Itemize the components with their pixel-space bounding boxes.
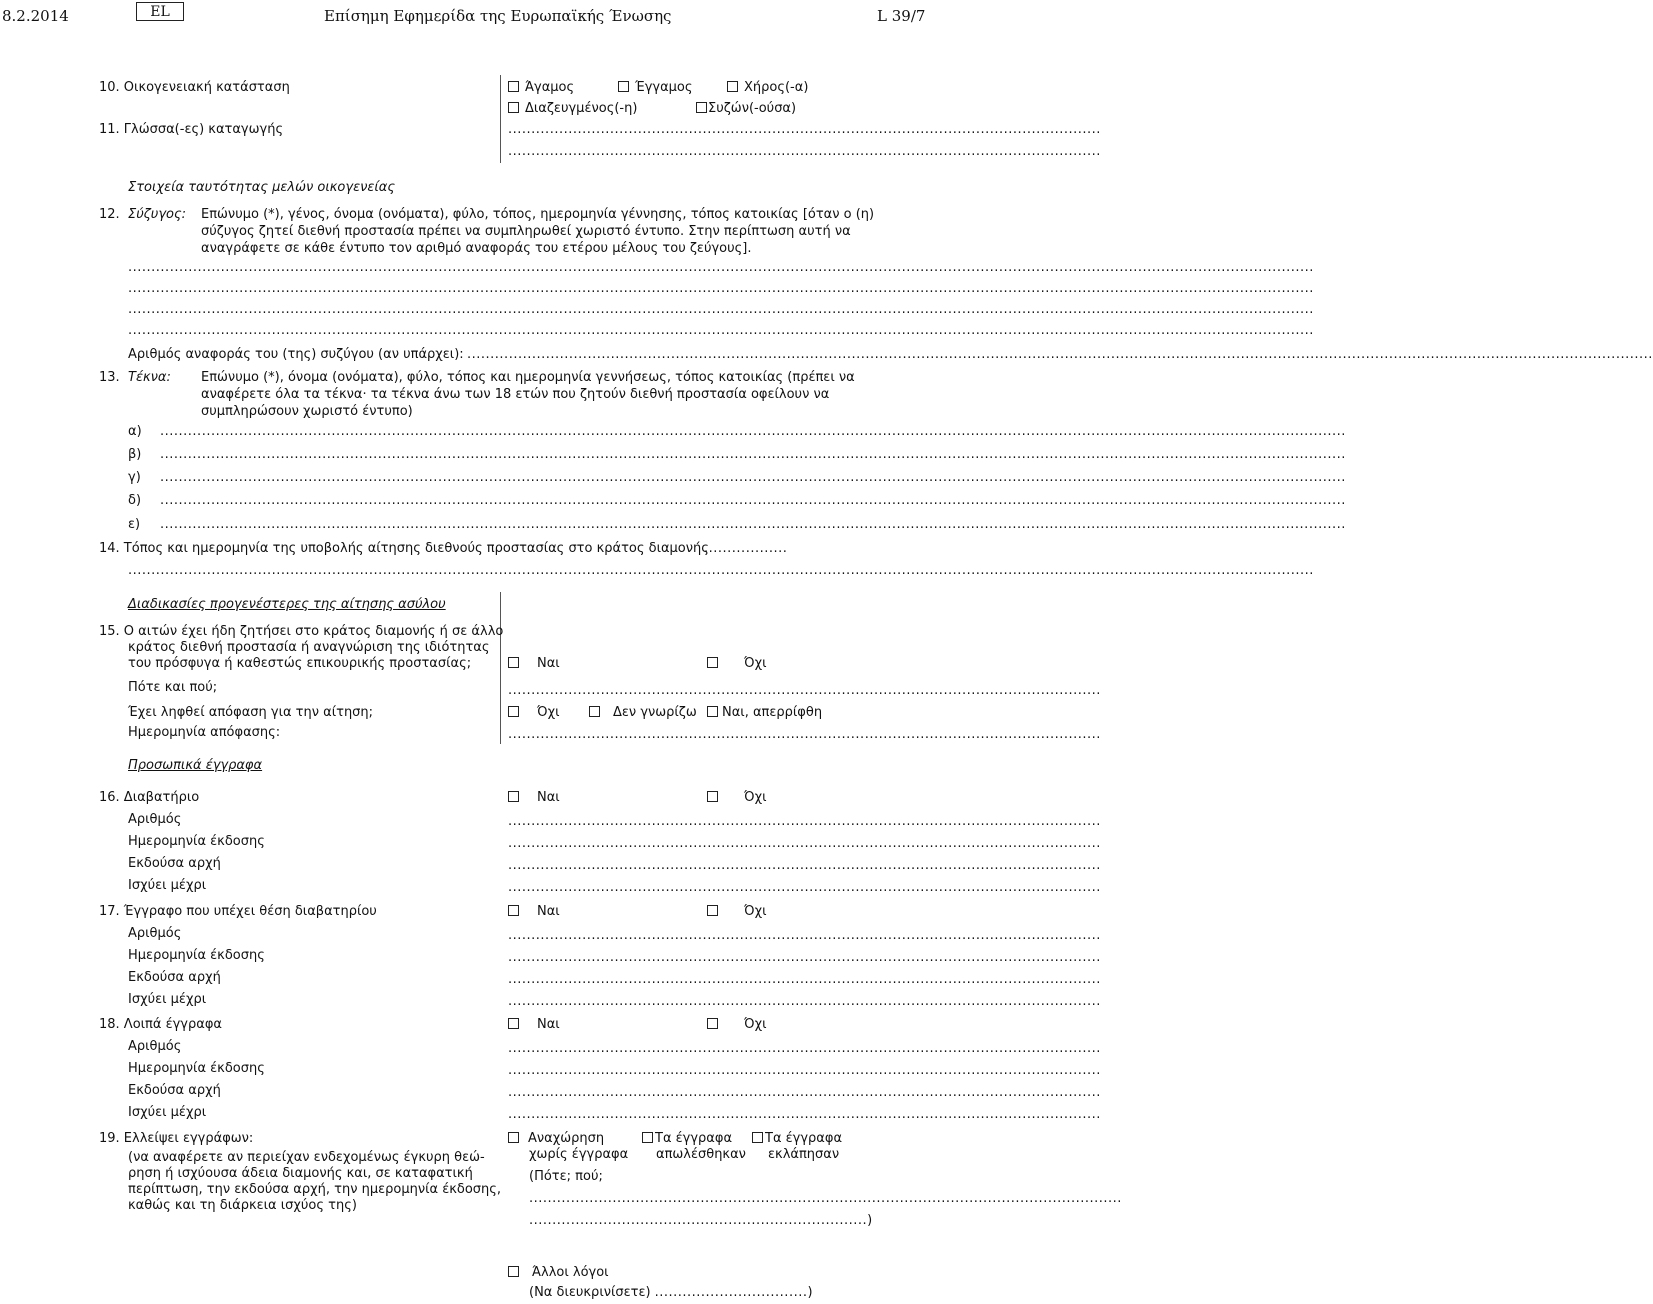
- q19-when-field-1[interactable]: ................................................................................................................................: [529, 1191, 1122, 1206]
- checkbox[interactable]: [618, 81, 629, 92]
- q18-label: 18. Λοιπά έγγραφα: [99, 1017, 222, 1032]
- opt-married[interactable]: Έγγαμος: [618, 80, 693, 96]
- q18-number-field[interactable]: ................................................................................................................................: [508, 1041, 1101, 1056]
- q11-field-1[interactable]: ................................................................................................................................: [508, 122, 1101, 137]
- page-number: L 39/7: [877, 7, 926, 25]
- q15-line3: του πρόσφυγα ή καθεστώς επικουρικής προστασίας;: [128, 656, 472, 671]
- q11-field-2[interactable]: ................................................................................................................................: [508, 144, 1101, 159]
- q10-label: 10. Οικογενειακή κατάσταση: [99, 80, 290, 95]
- q15-decision-no[interactable]: Όχι: [508, 705, 559, 721]
- q16-yes[interactable]: Ναι: [508, 790, 560, 806]
- q17-valid-until: Ισχύει μέχρι: [128, 992, 207, 1007]
- q19-note-3: περίπτωση, την εκδούσα αρχή, την ημερομηνία έκδοσης,: [128, 1182, 502, 1197]
- q18-valid-field[interactable]: ................................................................................................................................: [508, 1107, 1101, 1122]
- q13-field-d[interactable]: ................................................................................................................................................................................................................................................................: [160, 493, 1346, 508]
- q12-num: 12.: [99, 207, 120, 222]
- q17-number-field[interactable]: ................................................................................................................................: [508, 928, 1101, 943]
- q12-term: Σύζυγος:: [128, 207, 186, 222]
- q19-when-where: (Πότε; πού;: [529, 1169, 603, 1184]
- checkbox[interactable]: [589, 706, 600, 717]
- q16-valid-field[interactable]: ................................................................................................................................: [508, 880, 1101, 895]
- checkbox[interactable]: [707, 905, 718, 916]
- q13-field-b[interactable]: ................................................................................................................................................................................................................................................................: [160, 447, 1346, 462]
- checkbox[interactable]: [508, 657, 519, 668]
- q12-line1: Επώνυμο (*), γένος, όνομα (ονόματα), φύλο, τόπος, ημερομηνία γέννησης, τόπος κατοικίας [όταν ο (η): [201, 207, 875, 222]
- q13-line3: συμπληρώσουν χωριστό έντυπο): [201, 404, 413, 419]
- q15-line2: κράτος διεθνή προστασία ή αναγνώριση της ιδιότητας: [128, 640, 490, 655]
- q15-yes[interactable]: Ναι: [508, 656, 560, 672]
- checkbox[interactable]: [707, 706, 718, 717]
- column-separator: [500, 75, 501, 163]
- q12-ref-field[interactable]: ................................................................................................................................................................................................................................................................: [467, 347, 1653, 362]
- checkbox[interactable]: [508, 791, 519, 802]
- q17-valid-field[interactable]: ................................................................................................................................: [508, 994, 1101, 1009]
- checkbox[interactable]: [707, 1018, 718, 1029]
- language-box: [136, 2, 184, 21]
- q17-number: Αριθμός: [128, 926, 182, 941]
- family-heading: Στοιχεία ταυτότητας μελών οικογενείας: [128, 180, 395, 195]
- q16-number-field[interactable]: ................................................................................................................................: [508, 814, 1101, 829]
- q15-decision-unknown[interactable]: Δεν γνωρίζω: [589, 705, 697, 721]
- q15-decision-rejected[interactable]: Ναι, απερρίφθη: [707, 705, 822, 721]
- q15-line1: 15. Ο αιτών έχει ήδη ζητήσει στο κράτος διαμονής ή σε άλλο: [99, 624, 504, 639]
- checkbox[interactable]: [508, 905, 519, 916]
- q19-opt-other[interactable]: Άλλοι λόγοι: [508, 1265, 609, 1281]
- q13-item-a: α): [128, 424, 142, 439]
- checkbox[interactable]: [696, 102, 707, 113]
- q13-line1: Επώνυμο (*), όνομα (ονόματα), φύλο, τόπος και ημερομηνία γεννήσεως, τόπος κατοικίας (πρέπει να: [201, 370, 855, 385]
- q17-authority: Εκδούσα αρχή: [128, 970, 221, 985]
- q19-opt-stolen[interactable]: Τα έγγραφα: [752, 1131, 842, 1147]
- q18-yes[interactable]: Ναι: [508, 1017, 560, 1033]
- checkbox[interactable]: [707, 657, 718, 668]
- opt-cohabiting[interactable]: Συζών(-ούσα): [696, 101, 796, 117]
- q13-field-a[interactable]: ................................................................................................................................................................................................................................................................: [160, 424, 1346, 439]
- header-date: 8.2.2014: [2, 7, 69, 25]
- q18-issue-date: Ημερομηνία έκδοσης: [128, 1061, 265, 1076]
- q16-issue-date: Ημερομηνία έκδοσης: [128, 834, 265, 849]
- q18-no[interactable]: Όχι: [707, 1017, 766, 1033]
- q16-number: Αριθμός: [128, 812, 182, 827]
- q15-no[interactable]: Όχι: [707, 656, 766, 672]
- q19-opt-lost-line2: απωλέσθηκαν: [656, 1147, 746, 1162]
- q17-issue-date: Ημερομηνία έκδοσης: [128, 948, 265, 963]
- q13-field-e[interactable]: ................................................................................................................................................................................................................................................................: [160, 517, 1346, 532]
- q18-authority: Εκδούσα αρχή: [128, 1083, 221, 1098]
- opt-divorced[interactable]: Διαζευγμένος(-η): [508, 101, 637, 117]
- q12-line2: σύζυγος ζητεί διεθνή προστασία πρέπει να συμπληρωθεί χωριστό έντυπο. Στην περίπτωση αυτή να: [201, 224, 851, 239]
- q13-item-e: ε): [128, 517, 141, 532]
- q16-no[interactable]: Όχι: [707, 790, 766, 806]
- q17-authority-field[interactable]: ................................................................................................................................: [508, 972, 1101, 987]
- q12-field-3[interactable]: ................................................................................................................................................................................................................................................................: [128, 302, 1314, 317]
- procedures-heading: Διαδικασίες προγενέστερες της αίτησης ασύλου: [128, 597, 446, 612]
- q16-issue-field[interactable]: ................................................................................................................................: [508, 836, 1101, 851]
- q19-note-2: ρηση ή ισχύουσα άδεια διαμονής και, σε καταφατική: [128, 1166, 473, 1181]
- q13-item-b: β): [128, 447, 142, 462]
- q15-when-field[interactable]: ................................................................................................................................: [508, 683, 1101, 698]
- q17-yes[interactable]: Ναι: [508, 904, 560, 920]
- q19-specify: (Να διευκρινίσετε) .................................): [529, 1285, 813, 1300]
- opt-single[interactable]: Άγαμος: [508, 80, 574, 96]
- checkbox[interactable]: [727, 81, 738, 92]
- checkbox[interactable]: [642, 1132, 653, 1143]
- q19-when-field-2[interactable]: .........................................................................): [529, 1213, 873, 1228]
- q18-authority-field[interactable]: ................................................................................................................................: [508, 1085, 1101, 1100]
- journal-title: Επίσημη Εφημερίδα της Ευρωπαϊκής Ένωσης: [324, 7, 672, 25]
- q18-issue-field[interactable]: ................................................................................................................................: [508, 1063, 1101, 1078]
- opt-widowed[interactable]: Χήρος(-α): [727, 80, 808, 96]
- q16-label: 16. Διαβατήριο: [99, 790, 200, 805]
- q19-opt-lost[interactable]: Τα έγγραφα: [642, 1131, 732, 1147]
- q18-valid-until: Ισχύει μέχρι: [128, 1105, 207, 1120]
- checkbox[interactable]: [508, 102, 519, 113]
- q12-field-1[interactable]: ................................................................................................................................................................................................................................................................: [128, 260, 1314, 275]
- q12-field-2[interactable]: ................................................................................................................................................................................................................................................................: [128, 281, 1314, 296]
- personal-docs-heading: Προσωπικά έγγραφα: [128, 758, 263, 773]
- q19-opt-stolen-line2: εκλάπησαν: [768, 1147, 840, 1162]
- q16-valid-until: Ισχύει μέχρι: [128, 878, 207, 893]
- q12-line3: αναγράφετε σε κάθε έντυπο τον αριθμό αναφοράς του ετέρου μέλους του ζεύγους].: [201, 241, 752, 256]
- checkbox[interactable]: [508, 81, 519, 92]
- q14-field-1[interactable]: ..................: [704, 541, 788, 556]
- q14-field-2[interactable]: ................................................................................................................................................................................................................................................................: [128, 563, 1314, 578]
- q16-authority-field[interactable]: ................................................................................................................................: [508, 858, 1101, 873]
- q13-term: Τέκνα:: [128, 370, 171, 385]
- q14-label: 14. Τόπος και ημερομηνία της υποβολής αίτησης διεθνούς προστασίας στο κράτος διαμονής: [99, 541, 709, 556]
- q15-decision-date: Ημερομηνία απόφασης:: [128, 725, 281, 740]
- q17-no[interactable]: Όχι: [707, 904, 766, 920]
- q19-label: 19. Ελλείψει εγγράφων:: [99, 1131, 254, 1146]
- checkbox[interactable]: [752, 1132, 763, 1143]
- column-separator: [500, 592, 501, 744]
- q19-note-4: καθώς και τη διάρκεια ισχύος της): [128, 1198, 357, 1213]
- checkbox[interactable]: [508, 1266, 519, 1277]
- q17-label: 17. Έγγραφο που υπέχει θέση διαβατηρίου: [99, 904, 377, 919]
- checkbox[interactable]: [707, 791, 718, 802]
- q19-opt-departure-line2: χωρίς έγγραφα: [529, 1147, 629, 1162]
- q12-ref-label: Αριθμός αναφοράς του (της) συζύγου (αν υπάρχει):: [128, 347, 464, 362]
- q15-date-field[interactable]: ................................................................................................................................: [508, 727, 1101, 742]
- checkbox[interactable]: [508, 706, 519, 717]
- language-code: EL: [150, 4, 170, 20]
- checkbox[interactable]: [508, 1018, 519, 1029]
- q13-item-c: γ): [128, 470, 141, 485]
- checkbox[interactable]: [508, 1132, 519, 1143]
- q11-label: 11. Γλώσσα(-ες) καταγωγής: [99, 122, 284, 137]
- q16-authority: Εκδούσα αρχή: [128, 856, 221, 871]
- q13-num: 13.: [99, 370, 120, 385]
- q13-field-c[interactable]: ................................................................................................................................................................................................................................................................: [160, 470, 1346, 485]
- q19-opt-departure[interactable]: Αναχώρηση: [508, 1131, 604, 1147]
- q15-decision: Έχει ληφθεί απόφαση για την αίτηση;: [128, 705, 374, 720]
- q13-line2: αναφέρετε όλα τα τέκνα· τα τέκνα άνω των 18 ετών που ζητούν διεθνή προστασία οφείλουν να: [201, 387, 830, 402]
- q13-item-d: δ): [128, 493, 142, 508]
- q15-when-where: Πότε και πού;: [128, 680, 218, 695]
- q17-issue-field[interactable]: ................................................................................................................................: [508, 950, 1101, 965]
- q12-field-4[interactable]: ................................................................................................................................................................................................................................................................: [128, 323, 1314, 338]
- q19-note-1: (να αναφέρετε αν περιείχαν ενδεχομένως έγκυρη θεώ-: [128, 1150, 485, 1165]
- q18-number: Αριθμός: [128, 1039, 182, 1054]
